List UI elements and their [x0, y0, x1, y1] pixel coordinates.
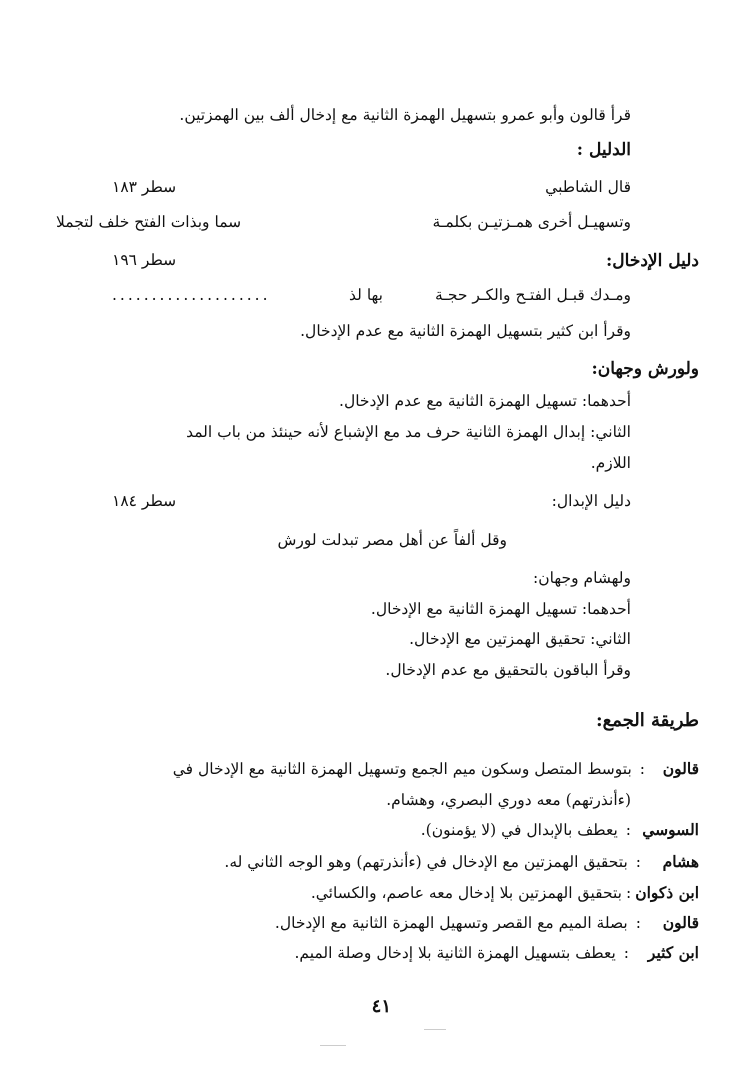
reader-name: السوسي — [642, 820, 699, 839]
colon: : — [635, 914, 641, 932]
reading-row — [294, 944, 699, 963]
colon: : — [625, 821, 631, 839]
line-reference: سطر ١٨٣ — [112, 178, 177, 196]
reader-name: قالون — [662, 759, 699, 778]
section-heading: ولهشام وجهان: — [533, 569, 631, 587]
verse-first-hemistich: ومـدك قبـل الفتـح والكـر حجـة — [434, 286, 631, 304]
text-line: الثاني: تحقيق الهمزتين مع الإدخال. — [409, 630, 631, 648]
colon: : — [625, 884, 632, 902]
text-line: وقرأ ابن كثير بتسهيل الهمزة الثانية مع عدم الإدخال. — [300, 322, 631, 340]
reading-text: بتحقيق الهمزتين بلا إدخال معه عاصم، والكسائي. — [310, 884, 622, 902]
verse-first-hemistich: وتسهيـل أخرى همـزتيـن بكلمـة — [432, 213, 631, 231]
page-number: ٤١ — [371, 996, 391, 1017]
reading-text: يعطف بتسهيل الهمزة الثانية بلا إدخال وصلة الميم. — [294, 944, 616, 962]
reading-row — [311, 884, 699, 903]
line-reference: سطر ١٨٤ — [112, 492, 177, 510]
reading-text: بصلة الميم مع القصر وتسهيل الهمزة الثانية مع الإدخال. — [274, 914, 628, 932]
reader-name: هشام — [662, 852, 699, 871]
text-line: أحدهما: تسهيل الهمزة الثانية مع الإدخال. — [370, 600, 631, 618]
text-line: قرأ قالون وأبو عمرو بتسهيل الهمزة الثانية مع إدخال ألف بين الهمزتين. — [179, 106, 631, 124]
reader-name: ابن ذكوان — [635, 883, 699, 902]
reading-row — [173, 760, 699, 779]
verse-line: وقل ألفاً عن أهل مصر تبدلت لورش — [277, 531, 507, 549]
reading-row — [421, 821, 699, 840]
colon: : — [635, 853, 641, 871]
ellipsis-dots: .................... — [112, 286, 271, 304]
reading-text: يعطف بالإبدال في (لا يؤمنون). — [420, 821, 618, 839]
line-reference: سطر ١٩٦ — [112, 251, 177, 269]
text-line: قال الشاطبي — [545, 178, 631, 196]
reading-text: بتوسط المتصل وسكون ميم الجمع وتسهيل الهمزة الثانية مع الإدخال في — [172, 760, 632, 778]
text-line: اللازم. — [590, 454, 631, 472]
text-line: الثاني: إبدال الهمزة الثانية حرف مد مع الإشباع لأنه حينئذ من باب المد — [186, 423, 631, 441]
reading-row — [224, 853, 699, 872]
section-title: طريقة الجمع: — [595, 710, 699, 731]
section-heading: الدليل : — [576, 140, 631, 160]
section-heading: دليل الإبدال: — [551, 492, 631, 510]
reading-row — [275, 914, 699, 933]
reading-continuation: (ءأنذرتهم) معه دوري البصري، وهشام. — [386, 791, 631, 809]
colon: : — [623, 944, 629, 962]
text-line: وقرأ الباقون بالتحقيق مع عدم الإدخال. — [385, 661, 631, 679]
verse-second-hemistich: بها لذ — [349, 286, 383, 304]
reader-name: قالون — [662, 913, 699, 932]
colon: : — [639, 760, 645, 778]
reader-name: ابن كثير — [647, 943, 699, 962]
section-heading: ولورش وجهان: — [591, 359, 699, 379]
scan-smudge — [320, 1045, 346, 1046]
scan-smudge — [424, 1029, 446, 1030]
section-heading: دليل الإدخال: — [606, 251, 699, 271]
reading-text: بتحقيق الهمزتين مع الإدخال في (ءأنذرتهم) وهو الوجه الثاني له. — [224, 853, 628, 871]
verse-second-hemistich: سما وبذات الفتح خلف لتجملا — [56, 213, 242, 231]
text-line: أحدهما: تسهيل الهمزة الثانية مع عدم الإدخال. — [339, 392, 631, 410]
